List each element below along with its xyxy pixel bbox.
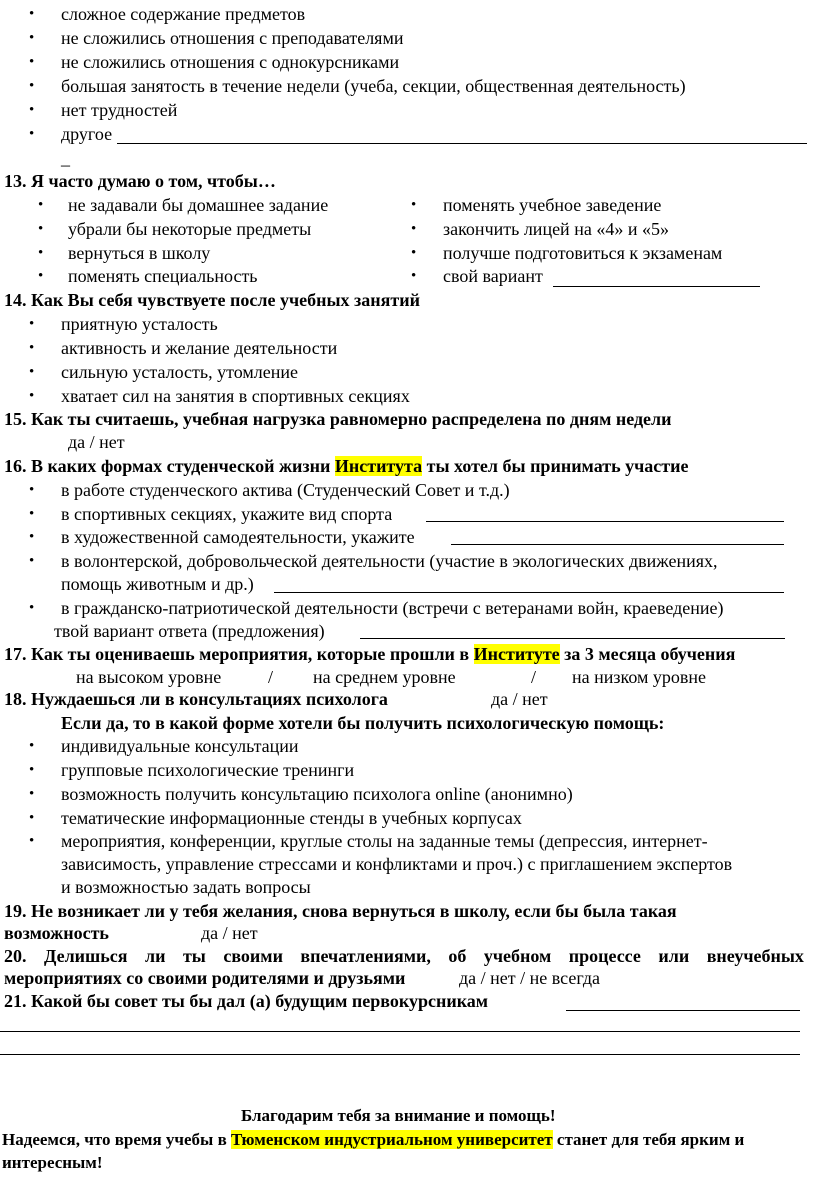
bullet: • xyxy=(29,738,35,754)
q17-title-a: 17. Как ты оцениваешь мероприятия, которые прошли в xyxy=(4,644,474,664)
q17-option-low[interactable]: на низком уровне xyxy=(572,667,706,687)
q17-sep: / xyxy=(268,667,274,687)
q20-title xyxy=(4,945,804,967)
q16-option: в работе студенческого актива (Студенческий Совет и т.д.) xyxy=(61,480,510,500)
q20-word: впечатлениями, xyxy=(300,946,431,966)
q14-option: хватает сил на занятия в спортивных секциях xyxy=(61,386,410,406)
q18-subtitle: Если да, то в какой форме хотели бы получить психологическую помощь: xyxy=(61,713,665,733)
answer-line[interactable] xyxy=(117,143,807,144)
bullet: • xyxy=(29,506,35,522)
closing-text-b: станет для тебя ярким и xyxy=(552,1130,745,1149)
q15-title: 15. Как ты считаешь, учебная нагрузка равномерно распределена по дням недели xyxy=(4,409,672,429)
answer-line[interactable] xyxy=(426,521,784,522)
highlight-university: Тюменском индустриальном университет xyxy=(231,1130,553,1149)
q21-title: 21. Какой бы совет ты бы дал (а) будущим первокурсникам xyxy=(4,991,489,1011)
bullet: • xyxy=(38,221,44,237)
q18-option: мероприятия, конференции, круглые столы на заданные темы (депрессия, интернет- xyxy=(61,831,708,851)
q16-title xyxy=(4,455,688,477)
q18-option-cont: зависимость, управление стрессами и конфликтами и проч.) с приглашением экспертов xyxy=(61,854,733,874)
q20-word: своими xyxy=(223,946,283,966)
answer-line[interactable] xyxy=(553,286,760,287)
bullet: • xyxy=(29,482,35,498)
q13-option: вернуться в школу xyxy=(68,243,211,263)
q12-option: нет трудностей xyxy=(61,100,178,120)
bullet: • xyxy=(411,268,417,284)
bullet: • xyxy=(29,833,35,849)
answer-line[interactable] xyxy=(274,592,784,593)
q13-option: закончить лицей на «4» и «5» xyxy=(443,219,669,239)
q17-sep: / xyxy=(531,667,537,687)
q18-option: тематические информационные стенды в учебных корпусах xyxy=(61,808,522,828)
bullet: • xyxy=(29,810,35,826)
q13-option: поменять специальность xyxy=(68,266,258,286)
q18-option-cont: и возможностью задать вопросы xyxy=(61,877,311,897)
q20-word: процессе xyxy=(568,946,641,966)
answer-line[interactable] xyxy=(0,1054,800,1055)
bullet: • xyxy=(38,268,44,284)
bullet: • xyxy=(29,762,35,778)
answer-line[interactable] xyxy=(451,544,784,545)
q14-option: сильную усталость, утомление xyxy=(61,362,299,382)
q17-option-high[interactable]: на высоком уровне xyxy=(76,667,222,687)
q20-answer[interactable]: да / нет / не всегда xyxy=(459,968,600,988)
q19-answer[interactable]: да / нет xyxy=(201,923,258,943)
bullet: • xyxy=(411,245,417,261)
bullet: • xyxy=(29,388,35,404)
q12-option: не сложились отношения с преподавателями xyxy=(61,28,404,48)
closing-text-cont: интересным! xyxy=(2,1153,103,1172)
bullet: • xyxy=(29,553,35,569)
bullet: • xyxy=(29,600,35,616)
q16-own-answer: твой вариант ответа (предложения) xyxy=(54,621,325,641)
q20-word: внеучебных xyxy=(706,946,804,966)
q16-title-b: ты хотел бы принимать участие xyxy=(422,456,689,476)
q20-title-cont: мероприятиях со своими родителями и друзьями xyxy=(4,968,406,988)
q16-option: в художественной самодеятельности, укажите xyxy=(61,527,415,547)
q14-option: активность и желание деятельности xyxy=(61,338,338,358)
q15-answer[interactable]: да / нет xyxy=(68,432,125,452)
q14-title: 14. Как Вы себя чувствуете после учебных занятий xyxy=(4,290,420,310)
q20-word: учебном xyxy=(483,946,552,966)
q20-word: 20. xyxy=(4,946,27,966)
q20-word: об xyxy=(448,946,467,966)
thanks-text: Благодарим тебя за внимание и помощь! xyxy=(241,1106,556,1125)
q16-option: в волонтерской, добровольческой деятельности (участие в экологических движениях, xyxy=(61,551,718,571)
q13-option: получше подготовиться к экзаменам xyxy=(443,243,723,263)
stray-underscore: _ xyxy=(61,148,70,168)
bullet: • xyxy=(29,786,35,802)
q20-word: ли xyxy=(144,946,166,966)
bullet: • xyxy=(411,221,417,237)
answer-line[interactable] xyxy=(566,1010,800,1011)
q12-option: большая занятость в течение недели (учеба, секции, общественная деятельность) xyxy=(61,76,686,96)
q17-title xyxy=(4,643,735,665)
bullet: • xyxy=(29,6,35,22)
bullet: • xyxy=(38,197,44,213)
q20-word: ты xyxy=(182,946,206,966)
bullet: • xyxy=(38,245,44,261)
q13-option: убрали бы некоторые предметы xyxy=(68,219,312,239)
q18-option: групповые психологические тренинги xyxy=(61,760,355,780)
answer-line[interactable] xyxy=(0,1031,800,1032)
highlight-institute: Института xyxy=(334,456,423,476)
bullet: • xyxy=(29,102,35,118)
closing-text xyxy=(2,1129,744,1151)
answer-line[interactable] xyxy=(360,638,785,639)
q18-option: индивидуальные консультации xyxy=(61,736,299,756)
closing-text-a: Надеемся, что время учебы в xyxy=(2,1130,231,1149)
bullet: • xyxy=(29,340,35,356)
highlight-institute: Институте xyxy=(473,644,560,664)
q17-title-b: за 3 месяца обучения xyxy=(559,644,736,664)
q16-option: в спортивных секциях, укажите вид спорта xyxy=(61,504,393,524)
q13-title: 13. Я часто думаю о том, чтобы… xyxy=(4,171,276,191)
bullet: • xyxy=(29,364,35,380)
bullet: • xyxy=(29,30,35,46)
bullet: • xyxy=(411,197,417,213)
q19-title-cont: возможность xyxy=(4,923,109,943)
q17-option-mid[interactable]: на среднем уровне xyxy=(313,667,456,687)
bullet: • xyxy=(29,126,35,142)
q12-option: сложное содержание предметов xyxy=(61,4,306,24)
q20-word: или xyxy=(658,946,690,966)
q16-option: в гражданско-патриотической деятельности (встречи с ветеранами войн, краеведение) xyxy=(61,598,724,618)
q19-title: 19. Не возникает ли у тебя желания, снова вернуться в школу, если бы была такая xyxy=(4,901,677,921)
q16-title-a: 16. В каких формах студенческой жизни xyxy=(4,456,335,476)
q12-option: не сложились отношения с однокурсниками xyxy=(61,52,400,72)
q13-option: поменять учебное заведение xyxy=(443,195,662,215)
q13-option-own: свой вариант xyxy=(443,266,543,286)
bullet: • xyxy=(29,78,35,94)
bullet: • xyxy=(29,529,35,545)
q18-answer[interactable]: да / нет xyxy=(491,689,548,709)
bullet: • xyxy=(29,54,35,70)
bullet: • xyxy=(29,316,35,332)
q12-option-other: другое xyxy=(61,124,113,144)
q13-option: не задавали бы домашнее задание xyxy=(68,195,329,215)
q16-option-cont: помощь животным и др.) xyxy=(61,574,254,594)
q18-option: возможность получить консультацию психолога online (анонимно) xyxy=(61,784,573,804)
q20-word: Делишься xyxy=(43,946,128,966)
q14-option: приятную усталость xyxy=(61,314,218,334)
q18-title: 18. Нуждаешься ли в консультациях психолога xyxy=(4,689,388,709)
